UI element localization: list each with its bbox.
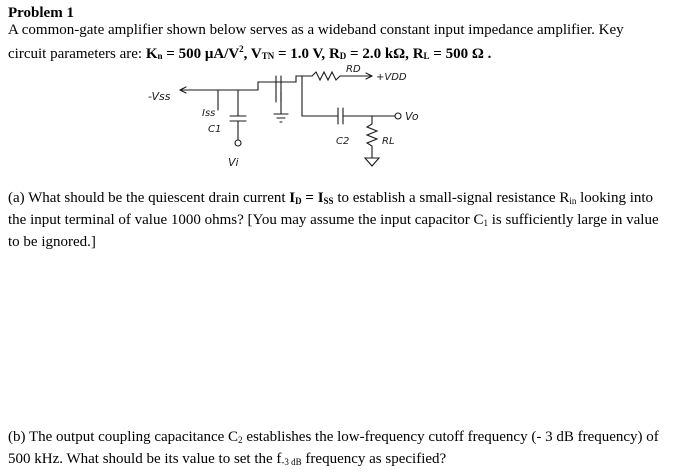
param-rd-sub: D xyxy=(339,51,347,61)
wire-drain xyxy=(290,76,312,82)
circuit-diagram xyxy=(140,58,440,178)
circuit-schematic xyxy=(140,58,440,178)
label-c2: C2 xyxy=(336,136,350,147)
wire-drain-down xyxy=(302,76,338,116)
label-vdd: +VDD xyxy=(376,72,407,83)
param-vtn-label: , V xyxy=(243,46,262,62)
question-a-text-3: looking into the input terminal of value 1000 ohms? [You may assume the input capacitor C xyxy=(8,190,654,228)
param-vtn-value: = 1.0 V, xyxy=(274,46,329,62)
label-rl: RL xyxy=(382,136,395,147)
label-iss: Iss xyxy=(202,108,216,119)
question-a-id xyxy=(289,190,333,206)
label-vss: -Vss xyxy=(148,90,171,103)
question-a-text-1: (a) What should be the quiescent drain current xyxy=(8,190,290,206)
ground-gate xyxy=(274,114,288,122)
param-kn-label: K xyxy=(145,46,158,62)
param-rl-value: = 500 Ω . xyxy=(429,46,492,62)
label-rd: RD xyxy=(346,64,361,75)
param-rl-label: R xyxy=(412,46,424,62)
transistor-channel xyxy=(258,82,276,90)
question-a-id-sub: D xyxy=(295,196,302,206)
param-kn-value: = 500 μA/V xyxy=(162,46,240,62)
question-a-eq: = xyxy=(301,190,318,206)
question-b-text-1: (b) The output coupling capacitance C xyxy=(8,429,239,445)
param-rd-value: = 2.0 kΩ, xyxy=(346,46,413,62)
output-terminal xyxy=(395,113,401,119)
problem-title: Problem 1 xyxy=(8,5,74,21)
resistor-rl xyxy=(367,116,377,158)
question-b-f-sub: -3 dB xyxy=(281,457,302,467)
question-a-iss-sub: SS xyxy=(323,196,334,206)
resistor-rd xyxy=(312,72,372,80)
ground-rl xyxy=(365,158,379,166)
question-b-c2-sub: 2 xyxy=(238,435,243,445)
question-a-text-4: is sufficiently large in value to be ignored.] xyxy=(8,212,659,250)
param-vtn-sub: TN xyxy=(261,51,275,61)
label-vi: Vi xyxy=(228,156,239,169)
question-a-c1-sub: 1 xyxy=(483,218,488,228)
question-a xyxy=(8,189,668,252)
params-prefix: circuit parameters are: xyxy=(8,46,146,62)
question-a-iss-label: I xyxy=(317,190,324,206)
label-c1: C1 xyxy=(208,124,222,135)
label-vo: Vo xyxy=(405,110,419,123)
question-b xyxy=(8,428,668,472)
question-a-rin-sub: in xyxy=(569,196,577,206)
input-terminal xyxy=(235,140,241,146)
param-kn-exp: 2 xyxy=(239,44,244,54)
param-rl-sub: L xyxy=(423,51,430,61)
capacitor-c2 xyxy=(338,108,343,124)
problem-intro: A common-gate amplifier shown below serves as a wideband constant input impedance amplifier. Key xyxy=(8,22,624,38)
param-kn-sub: n xyxy=(157,51,163,61)
param-rd-label: R xyxy=(328,46,340,62)
question-b-text-3: frequency as specified? xyxy=(301,451,447,467)
question-b-text-2: establishes the low-frequency cutoff frequency (- 3 dB frequency) of 500 kHz. What should be its value to set the f xyxy=(8,429,659,467)
question-a-id-label: I xyxy=(289,190,296,206)
question-a-text-2: to establish a small-signal resistance R xyxy=(333,190,570,206)
